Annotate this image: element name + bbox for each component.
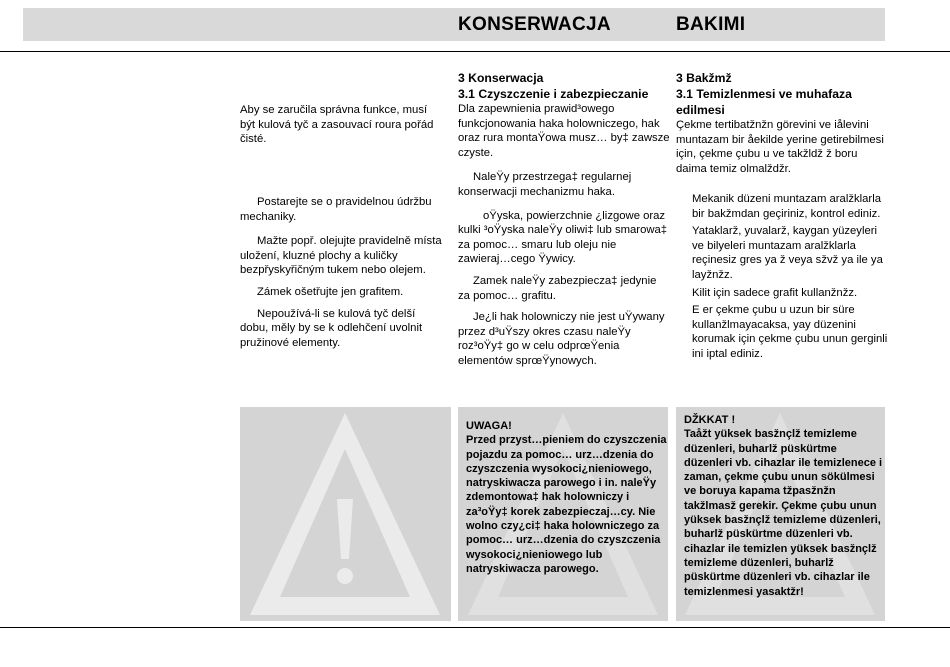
czech-paragraph-5: Nepoužívá-li se kulová tyč delší dobu, měly by se k odlehčení uvolnit pružinové elementy. <box>240 307 423 349</box>
header-band <box>23 8 885 41</box>
turkish-paragraph-1: Çekme tertibatžnžn görevini ve iålevini muntazam bir åekilde yerine getirebilmesi için, çekme çubu u ve takžldž ž boru daima temiz olmalždžr. <box>676 119 884 175</box>
polish-column <box>458 70 670 369</box>
turkish-paragraph-2: Mekanik düzeni muntazam aralžklarla bir bakžmdan geçiriniz, kontrol ediniz. <box>692 193 881 220</box>
polish-warning <box>466 419 668 576</box>
polish-section-heading: 3 Konserwacja <box>458 71 544 85</box>
polish-paragraph-5: Je¿li hak holowniczy nie jest uŸywany przez d³uŸszy okres czasu naleŸy roz³oŸy‡ go w celu odprœŸenia elementów sprœŸynowych. <box>458 311 665 367</box>
polish-warning-text: Przed przyst…pieniem do czyszczenia pojazdu za pomoc… urz…dzenia do czyszczenia wysokoci¿nieniowego, natryskiwacza parowego i in. naleŸy zdemontowa‡ hak holowniczy i za³oŸy‡ korek zabezpieczaj…cy. Nie wolno czy¿ci‡ haka holowniczego za pomoc… urz…dzenia do czyszczenia wysokoci¿nieniowego lub natryskiwacza parowego. <box>466 434 667 575</box>
warning-panel-graphic <box>240 407 451 621</box>
turkish-section-heading: 3 Bakžmž <box>676 71 732 85</box>
turkish-column <box>676 70 888 176</box>
bottom-rule <box>0 627 950 628</box>
turkish-paragraph-5: E er çekme çubu u uzun bir süre kullanžlmayacaksa, yay düzenini korumak için çekme çubu unun gerginli ini iptal ediniz. <box>692 304 888 360</box>
polish-paragraph-4: Zamek naleŸy zabezpiecza‡ jedynie za pomoc… grafitu. <box>458 274 657 302</box>
czech-paragraph-2: Postarejte se o pravidelnou údržbu mechaniky. <box>240 196 432 223</box>
turkish-paragraph-4: Kilit için sadece grafit kullanžnžz. <box>692 286 858 299</box>
header-title-turkish: BAKIMI <box>676 14 746 35</box>
warning-triangle-icon <box>240 407 451 621</box>
turkish-warning-title: DŽKKAT ! <box>684 414 736 426</box>
header-title-polish: KONSERWACJA <box>458 14 611 35</box>
polish-paragraph-2: NaleŸy przestrzega‡ regularnej konserwacji mechanizmu haka. <box>458 171 632 198</box>
turkish-subsection-heading: 3.1 Temizlenmesi ve muhafaza edilmesi <box>676 87 852 117</box>
czech-paragraph-3: Mažte popř. olejujte pravidelně místa uložení, kluzné plochy a kuličky bezpřyskyřičným tukem nebo olejem. <box>240 235 442 277</box>
czech-paragraph-1: Aby se zaručila správna funkce, musí být kulová tyč a zasouvací roura pořád čisté. <box>240 104 434 146</box>
czech-column-maintenance <box>240 195 445 350</box>
turkish-warning-text: Taåžt yüksek basžnçlž temizleme düzenleri, buharlž püskürtme düzenleri vb. cihazlar ile temizlenece i zaman, çekme çubu unun sökülmesi ve boruya kapama tžpasžnžn takžlmasž gerekir. Çekme çubu unun yüksek basžnçlž temizleme düzenleri, buharlž püskürtme düzenleri vb. cihazlar ile temizlen yüksek basžnçlž temizleme düzenleri, buharlž püskürtme düzenleri vb. cihazlar ile temizlenmesi yasaktžr! <box>684 428 883 598</box>
polish-subsection-heading: 3.1 Czyszczenie i zabezpieczanie <box>458 87 649 101</box>
turkish-warning <box>684 413 888 599</box>
polish-paragraph-3: oŸyska, powierzchnie ¿lizgowe oraz kulki ³oŸyska naleŸy oliwi‡ lub smarowa‡ za pomoc… smaru lub oleju nie zawieraj…cego Ÿywicy. <box>458 209 668 266</box>
polish-paragraph-1: Dla zapewnienia prawid³owego funkcjonowania haka holowniczego, hak oraz rura montaŸowa musz… by‡ zawsze czyste. <box>458 103 670 159</box>
polish-warning-title: UWAGA! <box>466 420 512 432</box>
turkish-column-maintenance <box>692 192 888 362</box>
turkish-paragraph-3: Yataklarž, yuvalarž, kaygan yüzeyleri ve bilyeleri muntazam aralžklarla reçinesiz gres ya ž veya sžvž ya ile ya layžnžz. <box>692 225 883 281</box>
czech-paragraph-4: Zámek ošetřujte jen grafitem. <box>257 285 404 298</box>
top-rule <box>0 51 950 52</box>
czech-column <box>240 103 445 147</box>
